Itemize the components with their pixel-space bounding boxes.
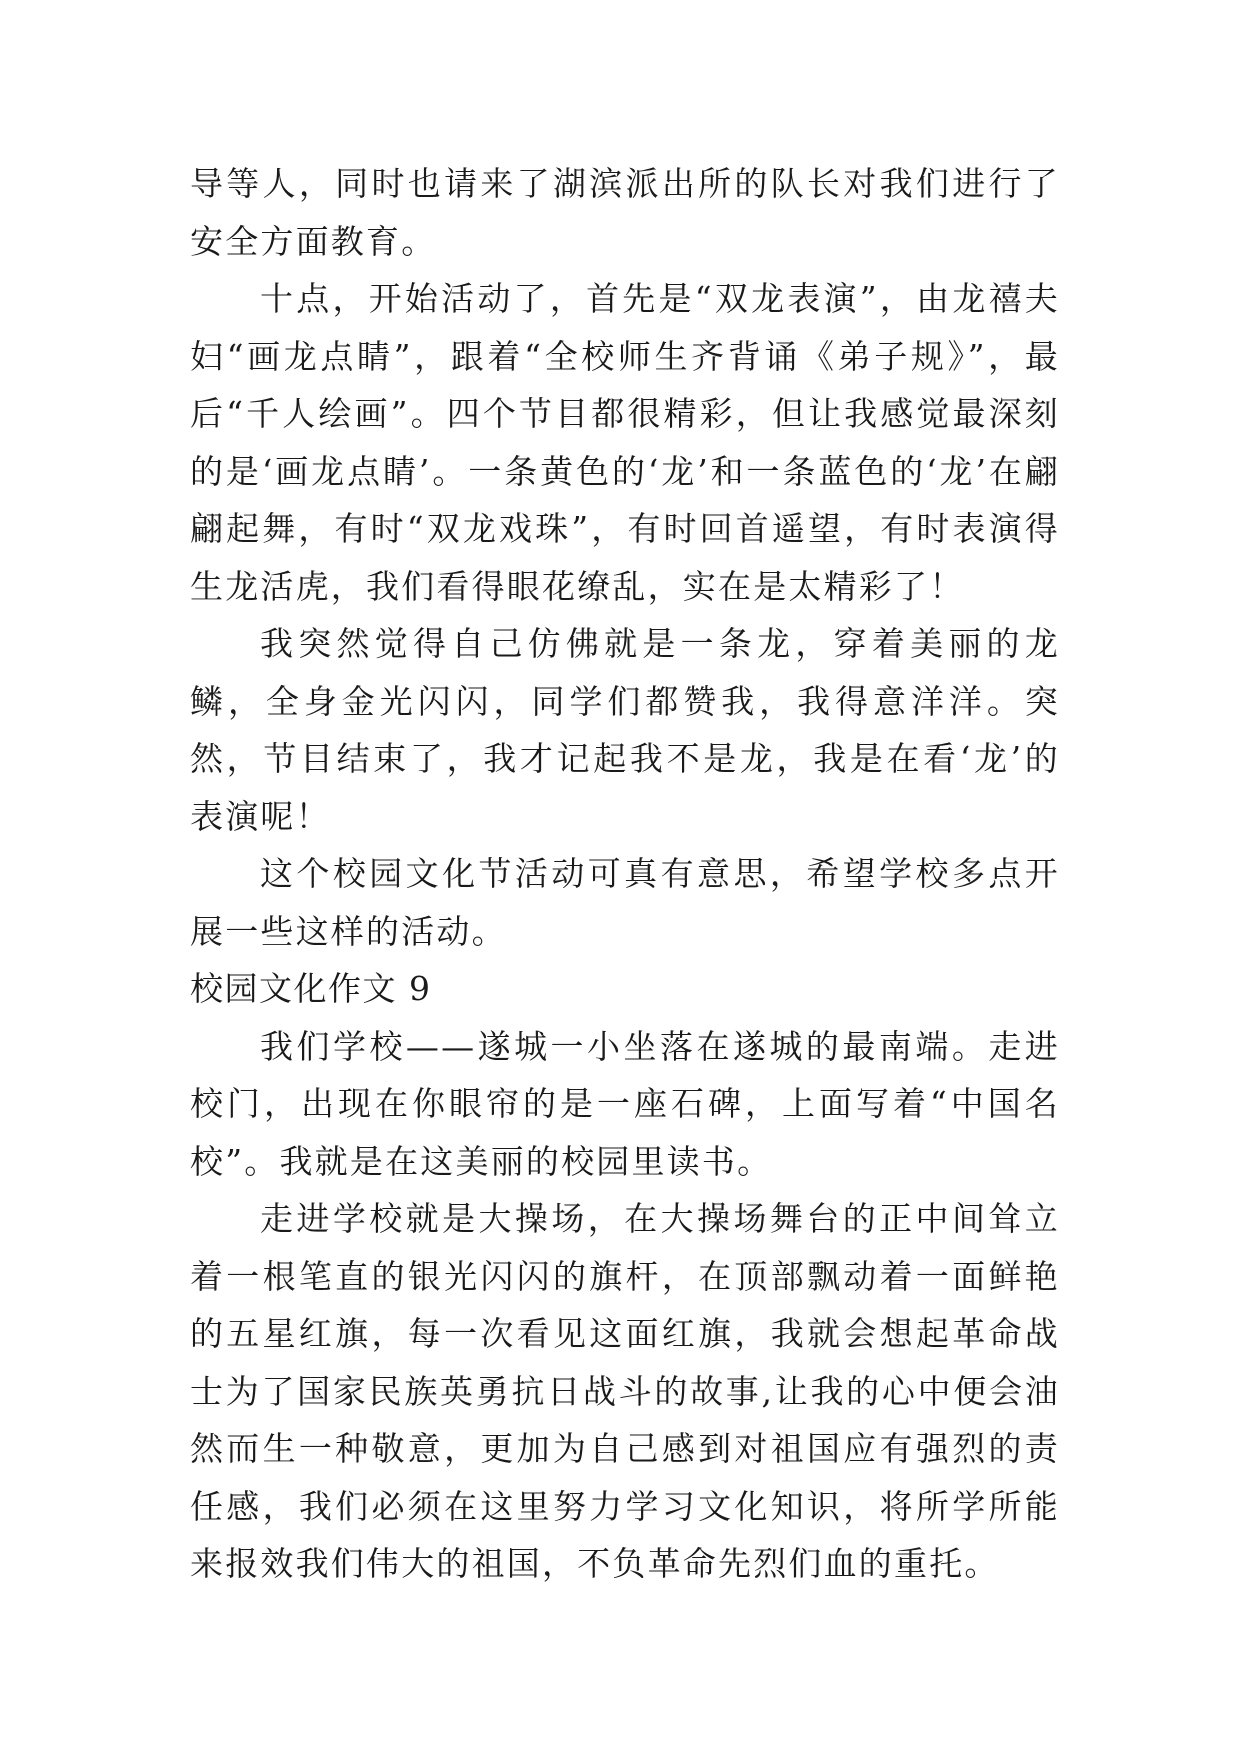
paragraph-continuation: 导等人，同时也请来了湖滨派出所的队长对我们进行了安全方面教育。 [190,164,1060,261]
paragraph-flagpole: 走进学校就是大操场，在大操场舞台的正中间耸立着一根笔直的银光闪闪的旗杆，在顶部飘动着一面鲜艳的五星红旗，每一次看见这面红旗，我就会想起革命战士为了国家民族英勇抗日战斗的故事,让我的心中便会油然而生一种敬意，更加为自己感到对祖国应有强烈的责任感，我们必须在这里努力学习文化知识，将所学所能来报效我们伟大的祖国，不负革命先烈们血的重托。 [190,1199,1060,1583]
paragraph-activity: 十点，开始活动了，首先是“双龙表演”，由龙禧夫妇“画龙点睛”，跟着“全校师生齐背诵《弟子规》”，最后“千人绘画”。四个节目都很精彩，但让我感觉最深刻的是‘画龙点睛’。一条黄色的‘龙’和一条蓝色的‘龙’在翩翩起舞，有时“双龙戏珠”，有时回首遥望，有时表演得生龙活虎，我们看得眼花缭乱，实在是太精彩了！ [190,279,1060,606]
section-heading: 校园文化作文 9 [190,969,432,1008]
document-body [190,155,1060,1593]
paragraph-school-intro: 我们学校——遂城一小坐落在遂城的最南端。走进校门，出现在你眼帘的是一座石碑，上面写着“中国名校”。我就是在这美丽的校园里读书。 [190,1026,1060,1181]
paragraph-dragon-imagination: 我突然觉得自己仿佛就是一条龙，穿着美丽的龙鳞，全身金光闪闪，同学们都赞我，我得意洋洋。突然，节目结束了，我才记起我不是龙，我是在看‘龙’的表演呢！ [190,624,1060,836]
paragraph-conclusion: 这个校园文化节活动可真有意思，希望学校多点开展一些这样的活动。 [190,854,1060,951]
